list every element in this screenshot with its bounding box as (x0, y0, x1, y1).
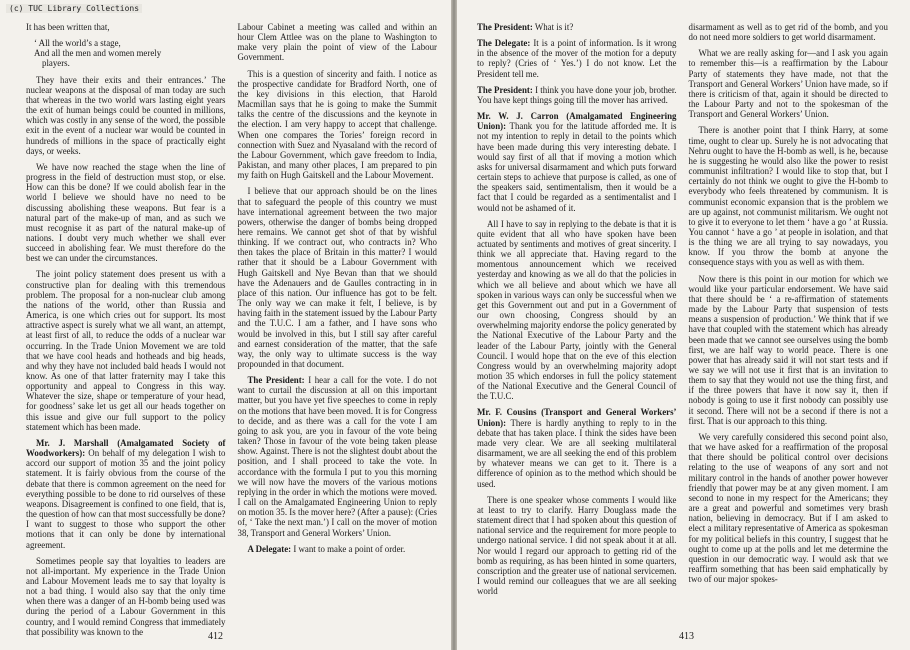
paragraph-text: Now there is this point in our motion for which we would like your particular endorsement. We have said that there should be ‘ a re-affirmation of statements made by the Labour Party that suspension of tests means a suspension of production.’ We think that if we have that coupled with the statement which has already been made that we cannot see ourselves using the bomb first, we are half way to world peace. There is one power that has already said it will not start tests and if we say we will not use it first that is an invitation to them to say that they would not use the thing first, and if the three powers that have it now say it, then if nobody is going to use it first nobody can possibly use it second. There will not be a second if there is not a first. That is our approach to this thing. (688, 273, 888, 426)
paragraph-text: They have their exits and their entrances.’ The nuclear weapons at the disposal of man today are such that whereas in the two world wars lasting eight years the exit of human beings could be counted in millions, which was costly in any sense of the word, the possible exit in the event of a nuclear war would be counted in hundreds of millions in the space of practically eight days, or weeks. (26, 74, 226, 156)
paragraph-text: What we are really asking for—and I ask you again to remember this—is a reaffirmation by the Labour Party of statements they have made, not that the Transport and General Workers’ Union have made, so if there is criticism of that, again it should be directed to the Labour Party and not to the spokesman of the Transport and General Workers’ Union. (688, 48, 888, 120)
paragraph-text: We have now reached the stage when the line of progress in the field of destruction must stop, or else. How can this be done? If we could abolish fear in the world I believe we should have no need to be discussing abolishing these weapons. But fear is a natural part of the make-up of man, and as such we must recognise it as part of the natural make-up of nations. I doubt very much whether we shall ever succeed in abolishing fear. We must therefore do the best we can under the circumstances. (26, 161, 226, 264)
paragraph-text: We very carefully considered this second point also, that we have asked for a reaffirmation of the proposal that there should be political control over decisions relating to the use of weapons of any sort and not military control in the hands of another power however friendly that power may be at any given moment. I am second to none in my respect for the Americans; they are a great and powerful and sometimes very brash nation, believing in democracy. But if I am asked to elect a military representative of America as spokesman for my political beliefs in this country, I suggest that he ought to come up at the polls and let me determine the question in our democratic way. I would ask that we reaffirm something that has been said emphatically by two of our major spokes- (688, 431, 888, 585)
paragraph-text: Sometimes people say that loyalties to leaders are not all-important. My experience in the Trade Union and Labour Movement leads me to say that loyalty is not a bad thing. I would also say that the only time when there was a danger of an H-bomb being used was during the period of a Labour Government in this country, and I would remind Congress that immediately that possibility was known to the (26, 555, 226, 637)
paragraph (26, 162, 226, 264)
paragraph-text: It has been written that, (26, 22, 110, 32)
speaker-name: Mr. J. Marshall (Amalgamated Society of Woodworkers): (26, 437, 226, 459)
paragraph (26, 58, 226, 68)
paragraph-text: I believe that our approach should be on the lines that to safeguard the people of this country we must have international agreement between the two major powers, otherwise the danger of bombs being dropped here remains. We cannot get shot of that by wishful thinking. If we contract out, who contracts in? Who then takes the place of Britain in this matter? I would rather that it should be a Labour Government with Hugh Gaitskell and Nye Bevan than that we should have the Adenauers and de Gaulles contracting in in place of this nation. Our influence has got to be felt. The only way we can make it felt, I believe, is by having faith in the statement issued by the Labour Party and the T.U.C. I am a father, and I have sons who would be involved in this, but I still say after careful and earnest consideration of the matter, that the safe way, the only way to ultimate success is the way propounded in that document. (237, 186, 437, 369)
page-number-right: 413 (679, 631, 694, 642)
speaker-name: The President: (247, 375, 305, 386)
paragraph-text: All I have to say in replying to the debate is that it is quite evident that all who have spoken have been actuated by sentiments and motives of great sincerity. I think we all appreciate that. Having regard to the momentous announcement which we received yesterday and knowing as we all do that the policies in which we all believe and about which we have all spoken in various ways can only be successful when we get this Government out and put in a Government of our own choosing, Congress should by an overwhelming majority endorse the policy generated by the National Executive of the Labour Party and the leader of the Labour Party, jointly with the General Council. I would hope that on the eve of this election Congress would by an overwhelming majority adopt motion 35 which endorses in full the policy statement of the National Executive and the General Council of the T.U.C. (477, 218, 677, 402)
speaker-name: The President: (477, 84, 533, 95)
watermark: (c) TUC Library Collections (6, 4, 142, 13)
paragraph-text: ‘ All the world’s a stage, (34, 38, 121, 49)
speaker-name: The Delegate: (477, 38, 531, 49)
paragraph (26, 48, 226, 58)
paragraph-text: On behalf of my delegation I wish to accord our support of motion 35 and the joint policy statement. It is fairly obvious from the course of the debate that there is common agreement on the need for everything possible to be done to rid ourselves of these weapons. Disagreement is confined to one field, that is, the question of how can that most successfully be done? I want to suggest to those who support the other motions that it can only be done by international agreement. (26, 448, 226, 550)
left-page-column-2 (238, 22, 438, 622)
paragraph-text: players. (42, 58, 70, 69)
paragraph-text: And all the men and women merely (34, 48, 162, 59)
paragraph (689, 48, 889, 119)
paragraph-text: Thank you for the latitude afforded me. It is not my intention to reply in detail to the points which have been made during this very interesting debate. I would say first of all that if moving a motion which asks for universal disarmament and which puts forward certain steps to achieve that purpose is called, as one of the speakers said, sentimentalism, then it would be a fact that I could be regarded as a sentimentalist and I would not be ashamed of it. (477, 121, 677, 213)
paragraph-text: I want to make a point of order. (291, 543, 406, 554)
paragraph (477, 111, 677, 213)
paragraph-text: It is a point of information. Is it wrong in the absence of the mover of the motion for a deputy to reply? (Cries of ‘ Yes.’) I do not know. Let the President tell me. (477, 38, 677, 79)
paragraph (477, 22, 677, 32)
paragraph (238, 186, 438, 369)
speaker-name: A Delegate: (247, 543, 292, 554)
paragraph-text: I think you have done your job, brother. You have kept things going till the mover has arrived. (477, 84, 677, 105)
paragraph-text: The joint policy statement does present us with a constructive plan for dealing with this tremendous problem. The proposal for a non-nuclear club among the nations of the world, other than Russia and America, is one which cries out for support. Its most attractive aspect is surely what we all want, an attempt, at least first of all, to reduce the odds of a nuclear war occurring. In the Trade Union Movement we are told that we have cool heads and hotheads and big heads, and why they have not included bald heads I would not know. As one of that latter fraternity may I take this opportunity and appeal to Congress in this way. Whatever the size, shape or temperature of your head, for goodness’ sake let us get all our heads together on this issue and give our full support to the policy statement which has been made. (26, 269, 226, 432)
paragraph (477, 85, 677, 105)
paragraph (26, 22, 226, 32)
paragraph (238, 22, 438, 63)
right-page (457, 0, 910, 650)
paragraph-text: There is hardly anything to reply to in the debate that has taken place. I think the sides have been made very clear. We are all seeking multilateral disarmament, we are all seeking the end of this problem by whatever means we can get to it. There is a difference of opinion as to the method which should be used. (477, 417, 677, 489)
paragraph (689, 22, 889, 42)
page-number-left: 412 (208, 631, 223, 642)
paragraph-text: There is one speaker whose comments I would like at least to try to clarify. Harry Douglass made the statement direct that I had spoken about this question of national service and the requirement for more people to undergo national service. I did not speak about it at all. Nor would I regard our approach to getting rid of the bomb as requiring, as has been hinted in some quarters, conscription and the greater use of national servicemen. I would remind our colleagues that we are all seeking world (477, 494, 677, 597)
paragraph (26, 438, 226, 550)
speaker-name: Mr. F. Cousins (Transport and General Workers’ Union): (477, 407, 677, 428)
paragraph-text: There is another point that I think Harry, at some time, ought to clear up. Surely he is not advocating that Nehru ought to have the H-bomb as well, is he, because he is suggesting he would also like the power to resist communist infiltration? I would like to stop that, but I certainly do not think we ought to give the H-bomb to everybody who feels threatened by communism. It is communist economic expansion that is the problem we are up against, not communist militarism. We ought not to give it to everyone to let them ‘ have a go ’ at Russia. You cannot ‘ have a go ’ at people in isolation, and that is the thing we are all trying to say nowadays, you know. If you throw the bomb at anyone the consequence stays with you as well as with them. (688, 125, 888, 268)
right-page-column-2 (689, 22, 889, 622)
paragraph (477, 219, 677, 402)
paragraph (26, 556, 226, 637)
paragraph (26, 38, 226, 48)
paragraph-text: What is it? (532, 22, 574, 32)
paragraph-text: disarmament as well as to get rid of the bomb, and you do not need more soldiers to get world disarmament. (688, 22, 888, 43)
paragraph-text: Labour Cabinet a meeting was called and within an hour Clem Attlee was on the plane to Washington to make very plain the point of view of the Labour Government. (237, 22, 437, 63)
paragraph-text: I hear a call for the vote. I do not want to curtail the discussion at all on this important matter, but you have yet five speeches to come in reply on the motions that have been moved. It is for Congress to decide, and as there was a call for the vote I am going to ask you, are you in favour of the vote being taken? Those in favour of the vote being taken please show. Against. There is not the slightest doubt about the position, and I shall proceed to take the vote. In accordance with the formula I put to you this morning we will now have the movers of the various motions replying in the order in which the motions were moved. I call on the Amalgamated Engineering Union to reply on motion 35. Is the mover here? (After a pause): (Cries of, ‘ Take the next man.’) I call on the mover of motion 38, Transport and General Workers’ Union. (237, 375, 438, 538)
paragraph (26, 269, 226, 432)
paragraph (238, 69, 438, 181)
right-page-column-1 (477, 22, 677, 622)
speaker-name: Mr. W. J. Carron (Amalgamated Engineering Union): (477, 111, 677, 132)
paragraph (477, 407, 677, 488)
paragraph (689, 125, 889, 267)
paragraph-text: This is a question of sincerity and faith. I notice as the prospective candidate for Bradford North, one of the key divisions in this election, that Harold Macmillan says that he is going to make the Summit talks the centre of the discussions and the keynote in the election. I am very happy to accept that challenge. When one compares the Tories’ foreign record in connection with Suez and Nyasaland with the record of the Labour Government, which gave freedom to India, Pakistan, and many other places, I am prepared to pin my faith on Hugh Gaitskell and the Labour Movement. (237, 68, 437, 181)
left-page (0, 0, 451, 650)
paragraph (26, 75, 226, 156)
paragraph (477, 495, 677, 597)
paragraph (238, 544, 438, 554)
speaker-name: The President: (477, 22, 533, 32)
paragraph (689, 432, 889, 584)
paragraph (238, 375, 438, 538)
right-columns (477, 22, 888, 622)
paragraph (689, 274, 889, 426)
paragraph (477, 38, 677, 79)
